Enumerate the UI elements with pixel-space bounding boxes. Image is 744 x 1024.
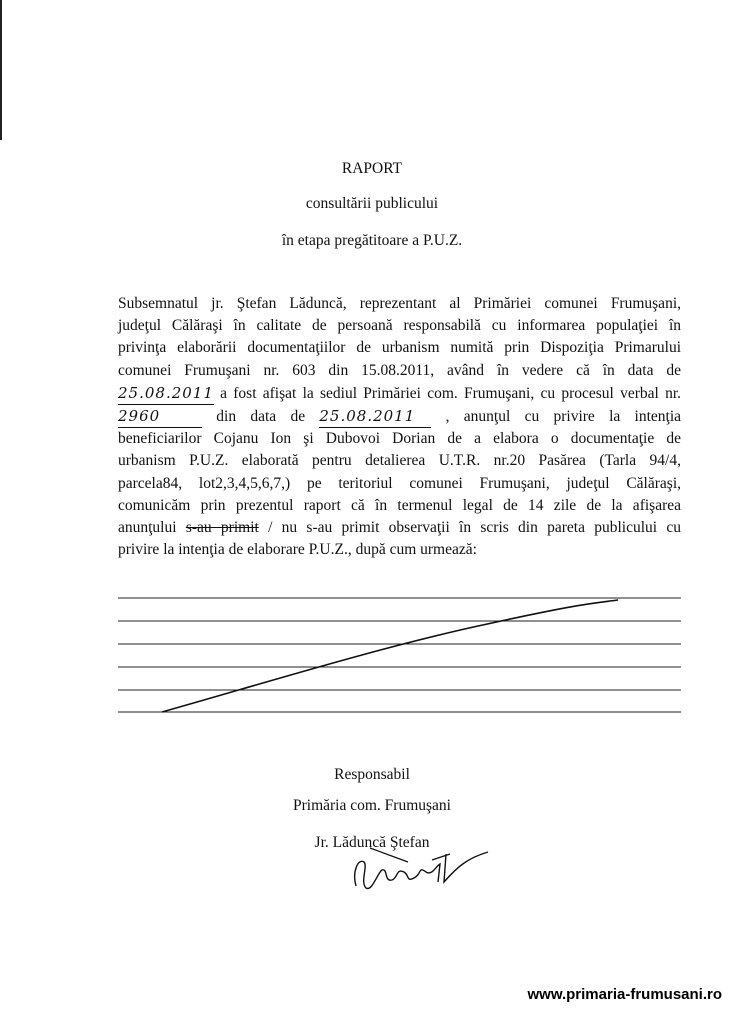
responsible-institution: Primăria com. Frumuşani bbox=[293, 797, 451, 814]
paragraph-line bbox=[118, 517, 681, 539]
paragraph-line: urbanism P.U.Z. elaborată pentru detalierea U.T.R. nr.20 Pasărea (Tarla 94/4, bbox=[118, 452, 681, 470]
handwritten-report-date: 25.08.2011 bbox=[319, 405, 431, 428]
handwritten-report-number: 2960 bbox=[118, 405, 202, 428]
paragraph-text: anunţului bbox=[118, 519, 177, 537]
handwritten-display-date: 25.08.2011 bbox=[118, 382, 214, 405]
handwritten-signature bbox=[348, 842, 498, 898]
responsible-label: Responsabil bbox=[334, 766, 410, 783]
paragraph-line: comunicăm prin prezentul raport că în termenul legal de 14 zile de la afişarea bbox=[118, 496, 681, 514]
observation-blank-lines bbox=[118, 590, 684, 720]
paragraph-text: / nu s-au primit observaţii în scris din pareta publicului cu bbox=[268, 519, 681, 537]
report-paragraph bbox=[118, 293, 681, 561]
paragraph-text: a fost afişat la sediul Primăriei com. Frumuşani, cu procesul verbal nr. bbox=[220, 384, 682, 402]
paragraph-line: privire la intenţia de elaborare P.U.Z., după cum urmează: bbox=[118, 541, 477, 559]
paragraph-text: , anunţul cu privire la intenţia bbox=[445, 408, 682, 426]
paragraph-line: privinţa elaborării documentaţiilor de urbanism numită prin Dispoziţia Primarului bbox=[118, 339, 681, 357]
website-footer: www.primaria-frumusani.ro bbox=[527, 986, 722, 1003]
paragraph-line: judeţul Călăraşi în calitate de persoană responsabilă cu informarea populaţiei în bbox=[118, 317, 681, 335]
responsible-name: Jr. Lădunc​ă Ştefan bbox=[314, 834, 430, 851]
document-subtitle-stage: în etapa pregătitoare a P.U.Z. bbox=[281, 232, 463, 249]
paragraph-line: comunei Frumuşani nr. 603 din 15.08.2011, având în vedere că în data de bbox=[118, 361, 681, 379]
paragraph-text: din data de bbox=[216, 408, 306, 426]
paragraph-line: Subsemnatul jr. Ştefan Lăduncă, reprezentant al Primăriei comunei Frumuşani, bbox=[118, 295, 681, 312]
cancel-stroke bbox=[162, 600, 618, 712]
paragraph-line bbox=[118, 382, 681, 405]
struck-option: s-au primit bbox=[185, 519, 259, 537]
document-title: RAPORT bbox=[341, 160, 403, 177]
paragraph-line bbox=[118, 405, 681, 428]
paragraph-line: beneficiarilor Cojanu Ion şi Dubovoi Dorian de a elabora o documentaţie de bbox=[118, 430, 681, 448]
document-subtitle: consultării publicului bbox=[305, 195, 439, 212]
paragraph-line: parcela84, lot2,3,4,5,6,7,) pe teritoriul comunei Frumuşani, judeţul Călăraşi, bbox=[118, 474, 681, 492]
scan-edge-line bbox=[0, 0, 2, 140]
